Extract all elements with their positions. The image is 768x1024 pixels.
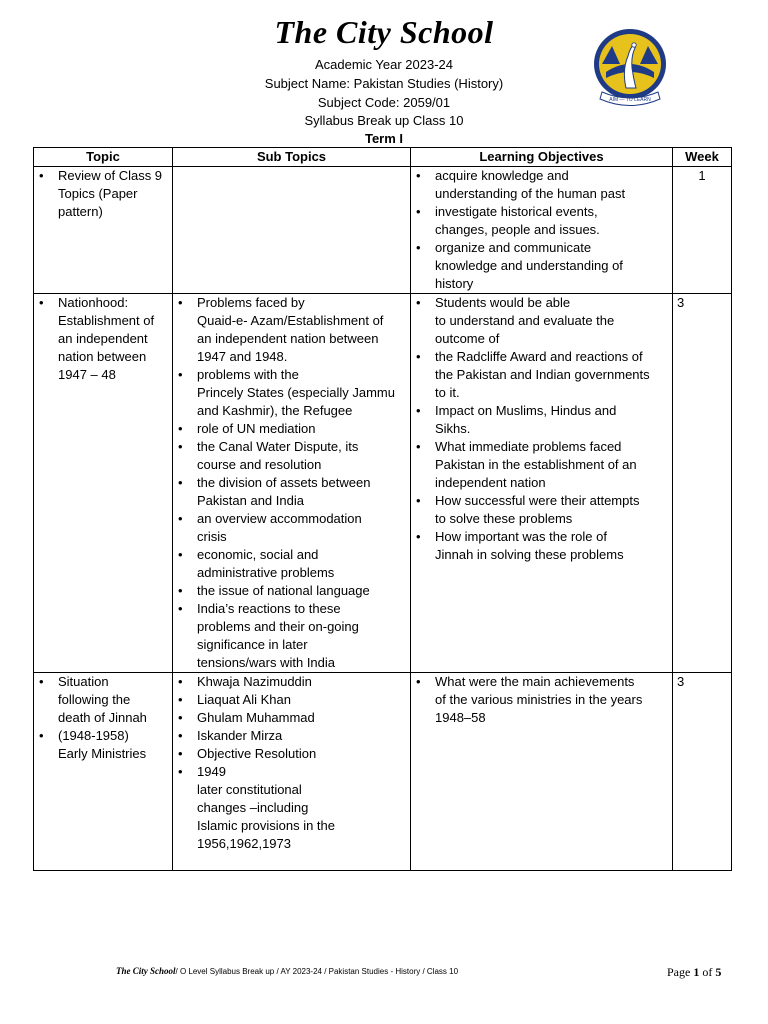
subtopic-item: • Iskander Mirza <box>173 727 410 745</box>
objectives-cell <box>411 673 673 871</box>
week-cell: 3 <box>673 673 732 871</box>
objective-item: • acquire knowledge and understanding of the human past <box>411 167 672 203</box>
table-row <box>34 294 732 673</box>
subtopic-item: • problems with the Princely States (especially Jammu and Kashmir), the Refugee <box>173 366 410 420</box>
subtopic-item: • Khwaja Nazimuddin <box>173 673 410 691</box>
subtopics-cell <box>173 167 411 294</box>
page-number: Page 1 of 5 <box>667 965 722 979</box>
footer-school-name: The City School <box>116 966 176 976</box>
topic-cell <box>34 294 173 673</box>
column-header-objectives: Learning Objectives <box>411 148 673 167</box>
subtopics-cell <box>173 294 411 673</box>
subtopic-item: • an overview accommodation crisis <box>173 510 410 546</box>
subtopic-item: • Ghulam Muhammad <box>173 709 410 727</box>
subtopic-item-cont: later constitutional changes –including Islamic provisions in the 1956,1962,1973 <box>197 782 335 851</box>
topic-item: • Situation following the death of Jinnah <box>34 673 172 727</box>
subtopic-item: • the Canal Water Dispute, its course and resolution <box>173 438 410 474</box>
topic-cell <box>34 167 173 294</box>
page-footer <box>116 966 458 976</box>
term-label: Term I <box>364 131 404 146</box>
column-header-subtopics: Sub Topics <box>173 148 411 167</box>
objective-item: • organize and communicate knowledge and understanding of history <box>411 239 672 293</box>
objective-item: • What immediate problems faced Pakistan in the establishment of an independent nation <box>411 438 672 492</box>
week-cell: 3 <box>673 294 732 673</box>
subject-name: Subject Name: Pakistan Studies (History) <box>264 76 504 91</box>
objectives-cell <box>411 294 673 673</box>
objective-item: • investigate historical events, changes, people and issues. <box>411 203 672 239</box>
subject-code: Subject Code: 2059/01 <box>317 95 451 110</box>
subtopic-item: • Problems faced by Quaid-e- Azam/Establishment of an independent nation between 1947 and 1948. <box>173 294 410 366</box>
objective-item: • What were the main achievements of the various ministries in the years 1948–58 <box>411 673 672 727</box>
topic-item-cont: pattern) <box>58 204 103 219</box>
syllabus-title: Syllabus Break up Class 10 <box>304 113 464 128</box>
week-cell: 1 <box>673 167 732 294</box>
column-header-week: Week <box>673 148 732 167</box>
topic-item: • Nationhood: Establishment of an independent nation between 1947 – 48 <box>34 294 172 384</box>
topic-item: • Review of Class 9 <box>34 167 172 185</box>
column-header-topic: Topic <box>34 148 173 167</box>
objectives-cell <box>411 167 673 294</box>
subtopic-item: • the division of assets between Pakistan and India <box>173 474 410 510</box>
subtopic-item: • the issue of national language <box>173 582 410 600</box>
subtopic-item: • India’s reactions to these problems and their on-going significance in later tensions/wars with India <box>173 600 410 672</box>
subtopic-item: • 1949 <box>173 763 410 781</box>
objective-item: • Students would be able to understand and evaluate the outcome of <box>411 294 672 348</box>
subtopic-item: • Liaquat Ali Khan <box>173 691 410 709</box>
school-name-title: The City School <box>274 14 494 50</box>
objective-item: • Impact on Muslims, Hindus and Sikhs. <box>411 402 672 438</box>
subtopic-item: • role of UN mediation <box>173 420 410 438</box>
objective-item: • How important was the role of Jinnah in solving these problems <box>411 528 672 564</box>
objective-item: • the Radcliffe Award and reactions of the Pakistan and Indian governments to it. <box>411 348 672 402</box>
subtopic-item: • economic, social and administrative problems <box>173 546 410 582</box>
topic-item-cont: Topics (Paper <box>58 186 138 201</box>
topic-cell <box>34 673 173 871</box>
syllabus-table <box>33 147 732 871</box>
table-row <box>34 167 732 294</box>
crest-banner-text: AIM — TO LEARN <box>609 97 651 103</box>
topic-item: • (1948-1958) Early Ministries <box>34 727 172 763</box>
objective-item: • How successful were their attempts to solve these problems <box>411 492 672 528</box>
table-row <box>34 673 732 871</box>
subtopics-cell <box>173 673 411 871</box>
subtopic-item: • Objective Resolution <box>173 745 410 763</box>
footer-text: / O Level Syllabus Break up / AY 2023-24 / Pakistan Studies - History / Class 10 <box>175 967 459 976</box>
table-header-row <box>34 148 732 167</box>
academic-year: Academic Year 2023-24 <box>314 57 454 72</box>
